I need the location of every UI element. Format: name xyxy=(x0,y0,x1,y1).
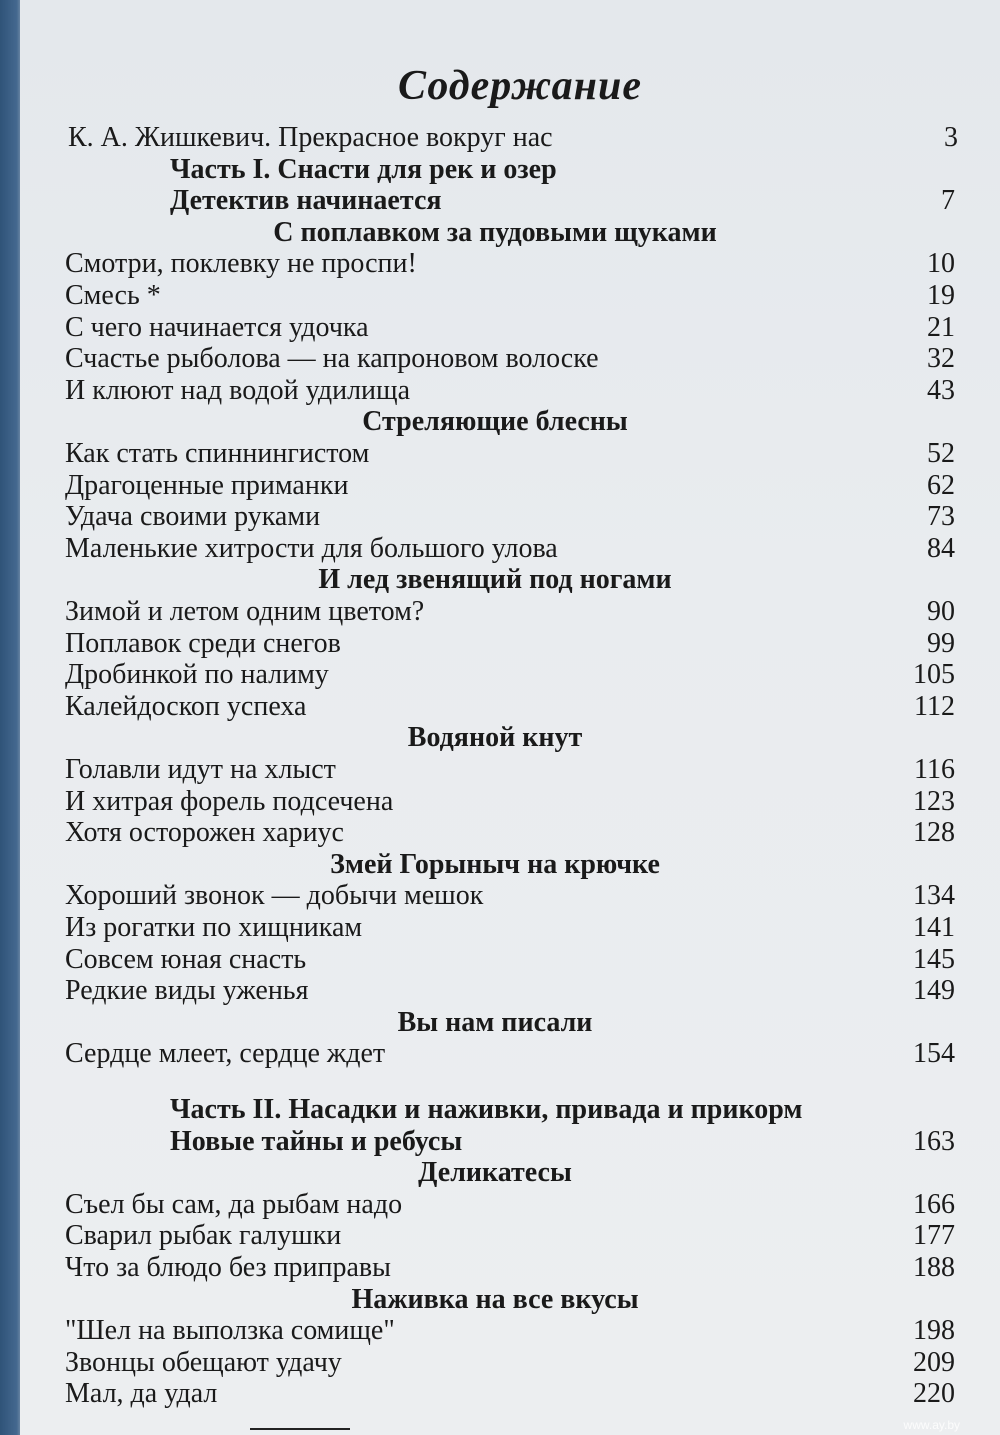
toc-entry-title: Драгоценные приманки xyxy=(65,469,349,501)
toc-entry xyxy=(65,975,955,1007)
toc-part-heading xyxy=(65,1094,955,1126)
toc-entry-title: Вы нам писали xyxy=(397,1006,593,1038)
toc-page-number: 3 xyxy=(944,122,958,153)
toc-page-number: 84 xyxy=(927,532,955,564)
toc-entry-title: Калейдоскоп успеха xyxy=(65,690,307,722)
toc-page-number: 188 xyxy=(913,1252,955,1283)
toc-entry xyxy=(65,280,955,312)
toc-entry xyxy=(65,691,955,723)
toc-entry-title: Новые тайны и ребусы xyxy=(170,1125,463,1157)
toc-entry xyxy=(65,912,955,944)
toc-entry-title: "Шел на выползка сомище" xyxy=(65,1315,395,1347)
toc-page-number: 43 xyxy=(927,374,955,406)
toc-page-number: 116 xyxy=(914,754,955,785)
toc-page-number: 21 xyxy=(927,311,955,343)
toc-entry xyxy=(65,248,955,280)
toc-page-number: 134 xyxy=(913,880,955,912)
toc-entry xyxy=(65,880,955,912)
toc-entry-title: Съел бы сам, да рыбам надо xyxy=(65,1188,403,1220)
toc-section-heading xyxy=(65,1284,955,1316)
toc-entry-title: Водяной кнут xyxy=(407,722,583,754)
toc-section-heading xyxy=(65,406,955,438)
toc-page-number: 141 xyxy=(913,912,955,943)
toc-entry-title: Совсем юная снасть xyxy=(65,943,307,975)
toc-entry xyxy=(65,786,955,818)
toc-entry-title: Дробинкой по налиму xyxy=(65,659,329,691)
toc-entry xyxy=(65,533,955,565)
watermark: www.ay.by xyxy=(903,1418,960,1432)
toc-part-heading xyxy=(65,154,955,186)
toc-entry xyxy=(65,1315,955,1347)
toc-page-number: 112 xyxy=(914,690,955,722)
toc-page-number: 73 xyxy=(927,501,955,533)
toc-page-number: 145 xyxy=(913,943,955,975)
toc-entry xyxy=(65,754,955,786)
toc-entry-title: И клюют над водой удилища xyxy=(65,374,411,406)
toc-entry-title: Сердце млеет, сердце ждет xyxy=(65,1038,386,1070)
toc-entry xyxy=(65,375,955,407)
toc-page-number: 7 xyxy=(941,185,955,217)
toc-page-number: 149 xyxy=(913,975,955,1007)
toc-page-number: 32 xyxy=(927,343,955,375)
toc-entry-title: Смотри, поклевку не проспи! xyxy=(65,248,417,280)
toc-entry-title: Часть II. Насадки и наживки, привада и прикорм xyxy=(170,1094,803,1125)
toc-section-heading xyxy=(65,722,955,754)
toc-entry-title: Мал, да удал xyxy=(65,1378,218,1410)
toc-page-number: 19 xyxy=(927,280,955,311)
toc-entry-title: И хитрая форель подсечена xyxy=(65,785,394,817)
toc-entry-title: Из рогатки по хищникам xyxy=(65,912,363,943)
toc-entry-title: Детектив начинается xyxy=(170,185,442,217)
toc-entry-title: И лед звенящий под ногами xyxy=(318,564,672,596)
toc-entry-title: Что за блюдо без приправы xyxy=(65,1252,391,1283)
toc-entry xyxy=(65,312,955,344)
toc-section-heading xyxy=(65,564,955,596)
toc-page-number: 123 xyxy=(913,785,955,817)
toc-entry xyxy=(65,596,955,628)
page-title: Содержание xyxy=(398,63,642,109)
toc-page-number: 220 xyxy=(913,1378,955,1410)
toc-page-number: 177 xyxy=(913,1220,955,1252)
toc-entry-title: Змей Горыныч на крючке xyxy=(330,848,660,880)
toc-section-heading xyxy=(65,1126,955,1158)
toc-entry-title: Хороший звонок — добычи мешок xyxy=(65,880,484,912)
toc-entry xyxy=(65,438,955,470)
toc-entry xyxy=(65,1252,955,1284)
toc-page-number: 154 xyxy=(913,1038,955,1070)
toc-author-line xyxy=(68,122,958,154)
toc-entry xyxy=(65,1347,955,1379)
toc-entry-title: Звонцы обещают удачу xyxy=(65,1346,342,1378)
toc-entry xyxy=(65,628,955,660)
toc-entry-title: Хотя осторожен хариус xyxy=(65,817,344,849)
toc-entry-title: Смесь * xyxy=(65,280,161,311)
toc-entry xyxy=(65,1038,955,1070)
toc-entry-title: Голавли идут на хлыст xyxy=(65,754,336,785)
toc-entry xyxy=(65,659,955,691)
toc-entry-title: Как стать спиннингистом xyxy=(65,438,370,469)
toc-entry-title: Наживка на все вкусы xyxy=(351,1283,639,1315)
toc-page-number: 10 xyxy=(927,248,955,280)
toc-page-number: 62 xyxy=(927,469,955,501)
toc-entry xyxy=(65,817,955,849)
footer-rule xyxy=(250,1428,350,1430)
toc-page-number: 198 xyxy=(913,1315,955,1347)
toc-section-heading xyxy=(65,217,955,249)
toc-entry-title: С чего начинается удочка xyxy=(65,311,369,343)
toc-entry-title: Удача своими руками xyxy=(65,501,321,533)
toc-entry-title: Часть I. Снасти для рек и озер xyxy=(170,153,557,185)
toc-page-number: 99 xyxy=(927,627,955,659)
toc-entry xyxy=(65,1189,955,1221)
toc-page-number: 90 xyxy=(927,596,955,627)
toc-entry-title: Поплавок среди снегов xyxy=(65,627,341,659)
toc-section-heading xyxy=(65,849,955,881)
toc-page-number: 52 xyxy=(927,438,955,469)
toc-section-heading xyxy=(65,1157,955,1189)
toc-entry xyxy=(65,470,955,502)
toc-entry xyxy=(65,1220,955,1252)
book-page xyxy=(20,0,1000,1435)
toc-entry-title: С поплавком за пудовыми щуками xyxy=(273,216,717,248)
toc-entry-title: Зимой и летом одним цветом? xyxy=(65,596,425,627)
toc-section-heading xyxy=(65,185,955,217)
toc-entry-title: Счастье рыболова — на капроновом волоске xyxy=(65,343,599,375)
toc-section-heading xyxy=(65,1007,955,1039)
toc-page-number: 163 xyxy=(913,1125,955,1157)
toc-entry xyxy=(65,501,955,533)
toc-entry-title: К. А. Жишкевич. Прекрасное вокруг нас xyxy=(68,122,553,153)
toc-entry xyxy=(65,1378,955,1410)
toc-page-number: 128 xyxy=(913,817,955,849)
toc-entry-title: Маленькие хитрости для большого улова xyxy=(65,532,558,564)
toc-entry xyxy=(65,944,955,976)
toc-entry-title: Деликатесы xyxy=(418,1157,572,1189)
toc-entry-title: Сварил рыбак галушки xyxy=(65,1220,342,1252)
toc-entry xyxy=(65,343,955,375)
toc-entry-title: Стреляющие блесны xyxy=(362,406,628,438)
toc-page-number: 105 xyxy=(913,659,955,691)
toc-page-number: 166 xyxy=(913,1188,955,1220)
toc-entry-title: Редкие виды уженья xyxy=(65,975,309,1007)
toc-page-number: 209 xyxy=(913,1346,955,1378)
